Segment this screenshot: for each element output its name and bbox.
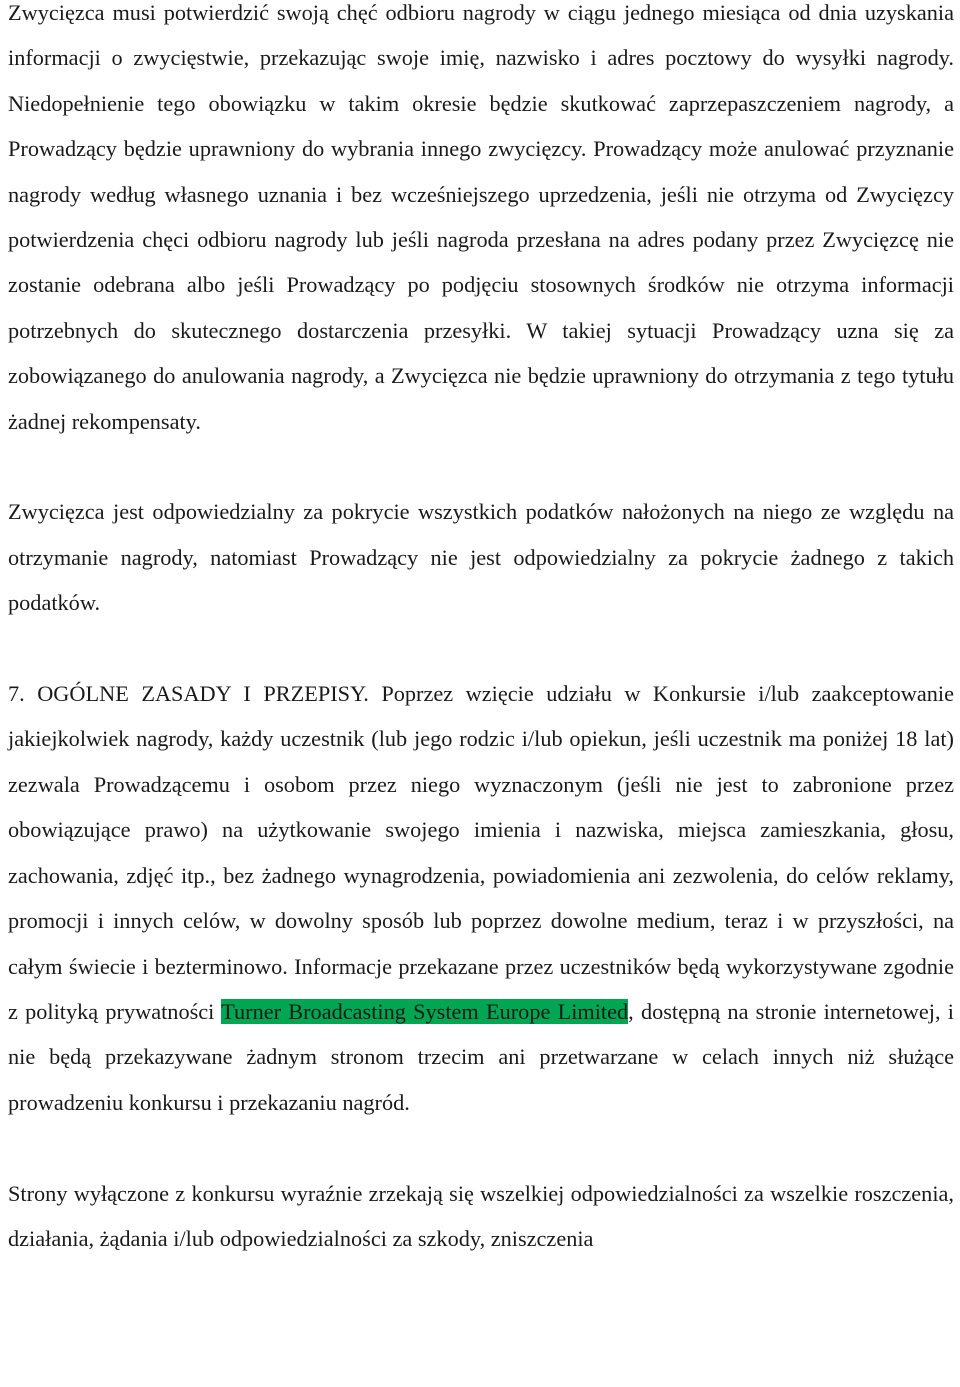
highlighted-company-link[interactable]: Turner Broadcasting System Europe Limited: [221, 998, 629, 1024]
document-page: [8, 0, 954, 1307]
section-heading: 7. OGÓLNE ZASADY I PRZEPISY.: [8, 681, 369, 707]
section-text-after: , dostępną na stronie internetowej, i nie będą przekazywane żadnym stronom trzecim ani przetwarzane w celach innych niż służące prowadzeniu konkursu i przekazaniu nagród.: [8, 998, 954, 1115]
paragraph-general-rules: [8, 671, 954, 1125]
paragraph-prize-confirmation: Zwycięzca musi potwierdzić swoją chęć odbioru nagrody w ciągu jednego miesiąca od dnia uzyskania informacji o zwycięstwie, przekazując swoje imię, nazwisko i adres pocztowy do wysyłki nagrody. Niedopełnienie tego obowiązku w takim okresie będzie skutkować zaprzepaszczeniem nagrody, a Prowadzący będzie uprawniony do wybrania innego zwycięzcy. Prowadzący może anulować przyznanie nagrody według własnego uznania i bez wcześniejszego uprzedzenia, jeśli nie otrzyma od Zwycięzcy potwierdzenia chęci odbioru nagrody lub jeśli nagroda przesłana na adres podany przez Zwycięzcę nie zostanie odebrana albo jeśli Prowadzący po podjęciu stosownych środków nie otrzyma informacji potrzebnych do skutecznego dostarczenia przesyłki. W takiej sytuacji Prowadzący uzna się za zobowiązanego do anulowania nagrody, a Zwycięzca nie będzie uprawniony do otrzymania z tego tytułu żadnej rekompensaty.: [8, 0, 954, 434]
paragraph-liability: Strony wyłączone z konkursu wyraźnie zrzekają się wszelkiej odpowiedzialności za wszelkie roszczenia, działania, żądania i/lub odpowiedzialności za szkody, zniszczenia: [8, 1180, 954, 1251]
paragraph-taxes: Zwycięzca jest odpowiedzialny za pokrycie wszystkich podatków nałożonych na niego ze względu na otrzymanie nagrody, natomiast Prowadzący nie jest odpowiedzialny za pokrycie żadnego z takich podatków.: [8, 499, 954, 616]
section-text-before: Poprzez wzięcie udziału w Konkursie i/lub zaakceptowanie jakiejkolwiek nagrody, każdy uczestnik (lub jego rodzic i/lub opiekun, jeśli uczestnik ma poniżej 18 lat) zezwala Prowadzącemu i osobom przez niego wyznaczonym (jeśli nie jest to zabronione przez obowiązujące prawo) na użytkowanie swojego imienia i nazwiska, miejsca zamieszkania, głosu, zachowania, zdjęć itp., bez żadnego wynagrodzenia, powiadomienia ani zezwolenia, do celów reklamy, promocji i innych celów, w dowolny sposób lub poprzez dowolne medium, teraz i w przyszłości, na całym świecie i bezterminowo. Informacje przekazane przez uczestników będą wykorzystywane zgodnie z polityką prywatności: [8, 681, 954, 1024]
